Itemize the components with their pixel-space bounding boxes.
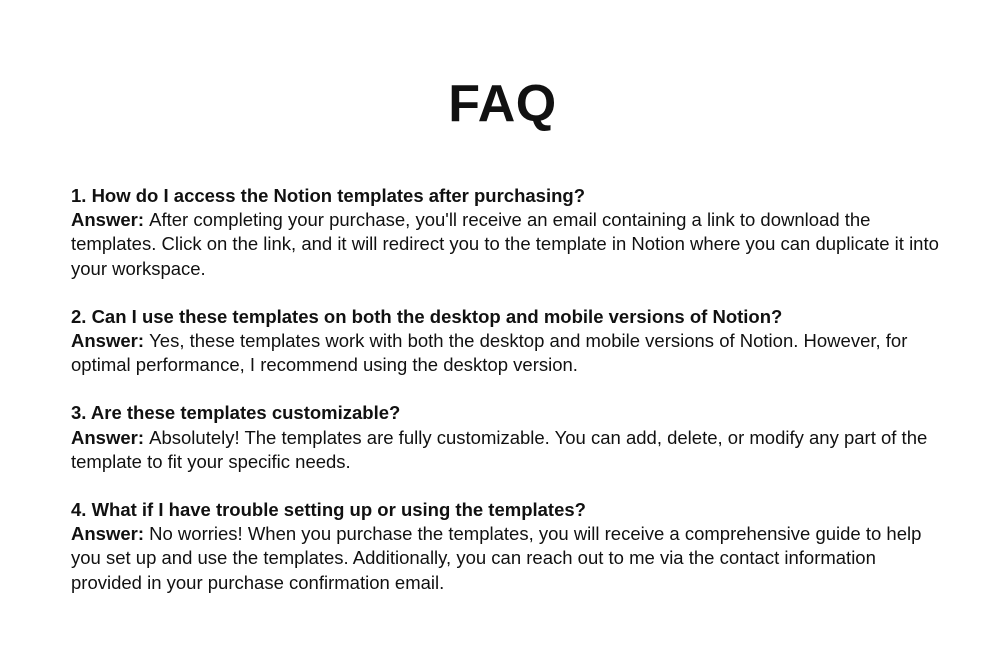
page-title: FAQ — [448, 75, 557, 133]
faq-answer: Yes, these templates work with both the desktop and mobile versions of Notion. However, for optimal performance, I recommend using the desktop version. — [71, 330, 908, 376]
faq-question: 4. What if I have trouble setting up or using the templates? — [71, 499, 586, 521]
faq-item — [71, 305, 951, 378]
faq-question: 3. Are these templates customizable? — [71, 402, 401, 424]
faq-item — [71, 401, 951, 474]
faq-answer-label: Answer: — [71, 330, 150, 352]
faq-question: 2. Can I use these templates on both the desktop and mobile versions of Notion? — [71, 305, 783, 327]
faq-question: 1. How do I access the Notion templates after purchasing? — [71, 185, 585, 206]
faq-answer: After completing your purchase, you'll receive an email containing a link to download the templates. Click on the link, and it will redirect you to the template in Notion where you can duplicate it into your workspace. — [71, 209, 939, 279]
faq-answer-label: Answer: — [71, 209, 150, 231]
faq-list — [71, 184, 951, 619]
faq-item — [71, 498, 951, 595]
faq-answer-label: Answer: — [71, 426, 150, 448]
faq-item — [71, 184, 951, 281]
faq-answer-label: Answer: — [71, 523, 150, 545]
faq-answer: No worries! When you purchase the templates, you will receive a comprehensive guide to help you set up and use the templates. Additionally, you can reach out to me via the contact information provided in your purchase confirmation email. — [71, 523, 922, 593]
faq-answer: Absolutely! The templates are fully customizable. You can add, delete, or modify any part of the template to fit your specific needs. — [71, 426, 928, 472]
